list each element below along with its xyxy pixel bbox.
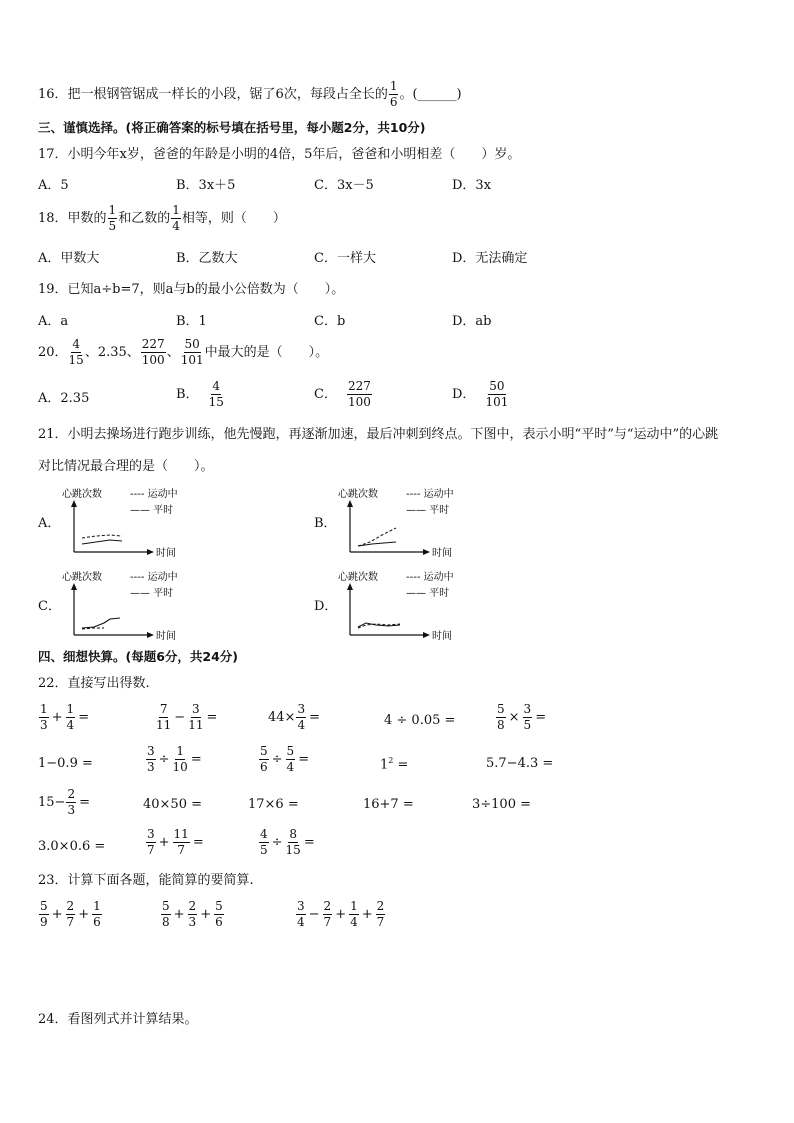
calc-5-8-times-3-5: $\frac{5}{8}$ × $\frac{3}{5}$ = bbox=[497, 702, 547, 732]
calc-5-7-minus-4-3: 5.7−4.3 = bbox=[486, 756, 554, 771]
calc-1-squared: $1^2$ = bbox=[380, 756, 409, 773]
calc-15-minus-2-3: 15− $\frac{2}{3}$ = bbox=[38, 787, 90, 817]
svg-text:时间: 时间 bbox=[432, 548, 452, 559]
heart-rate-graph-c bbox=[60, 569, 260, 645]
calc-3-0-times-0-6: 3.0×0.6 = bbox=[38, 839, 106, 854]
question-20-stem: 20． $\frac{4}{15}$ 、2.35、 $\frac{227}{100}$ 、 $\frac{50}{101}$ 中最大的是（ ）。 bbox=[38, 337, 329, 367]
q19-option-c: C．b bbox=[314, 314, 346, 329]
q16-text: 16．把一根钢管锯成一样长的小段，锯了6次，每段占全长的 bbox=[38, 86, 388, 102]
heart-rate-graph-b bbox=[336, 486, 536, 562]
svg-text:心跳次数: 心跳次数 bbox=[338, 572, 378, 583]
q19-option-a: A．a bbox=[38, 314, 69, 329]
q20-option-a: A．2.35 bbox=[38, 391, 90, 406]
calc-5-9-plus-2-7-plus-1-6: $\frac{5}{9}$ + $\frac{2}{7}$ + $\frac{1}{6}$ bbox=[40, 899, 101, 929]
q19-option-d: D．ab bbox=[452, 314, 492, 329]
calc-3-3-div-1-10: $\frac{3}{3}$ ÷ $\frac{1}{10}$ = bbox=[147, 744, 202, 774]
calc-1-3-plus-1-4: $\frac{1}{3}$ + $\frac{1}{4}$ = bbox=[40, 702, 90, 732]
svg-text:---- 运动中: ---- 运动中 bbox=[406, 572, 454, 583]
heart-rate-graph-a bbox=[60, 486, 260, 562]
calc-16-plus-7: 16+7 = bbox=[363, 797, 414, 812]
q18-fraction-2: $\frac{1}{4}$ bbox=[172, 203, 180, 233]
q20-option-c: C． $\frac{227}{100}$ bbox=[314, 379, 371, 409]
q20-option-b: B． $\frac{4}{15}$ bbox=[176, 379, 224, 409]
q18-option-d: D．无法确定 bbox=[452, 251, 528, 266]
calc-4-div-0-05: 4 ÷ 0.05 = bbox=[384, 713, 456, 728]
svg-text:—— 平时: —— 平时 bbox=[130, 588, 174, 599]
heart-rate-graph-d bbox=[336, 569, 536, 645]
calc-44-times-3-4: 44× $\frac{3}{4}$ = bbox=[268, 702, 320, 732]
graph-d-label: D． bbox=[314, 599, 338, 614]
graph-c-label: C． bbox=[38, 599, 61, 614]
q17-option-c: C．3x－5 bbox=[314, 178, 374, 193]
calc-7-11-minus-3-11: $\frac{7}{11}$ − $\frac{3}{11}$ = bbox=[156, 702, 218, 732]
q17-option-b: B．3x＋5 bbox=[176, 178, 236, 193]
q20-fraction-3: $\frac{50}{101}$ bbox=[180, 337, 204, 367]
calc-40-times-50: 40×50 = bbox=[143, 797, 203, 812]
calc-17-times-6: 17×6 = bbox=[248, 797, 299, 812]
question-21-line-1: 21．小明去操场进行跑步训练，他先慢跑，再逐渐加速，最后冲刺到终点。下图中，表示小明“平时”与“运动中”的心跳 bbox=[38, 427, 719, 442]
svg-text:心跳次数: 心跳次数 bbox=[62, 489, 102, 500]
calc-3-7-plus-11-7: $\frac{3}{7}$ + $\frac{11}{7}$ = bbox=[147, 827, 204, 857]
q18-option-b: B．乙数大 bbox=[176, 251, 238, 266]
svg-text:时间: 时间 bbox=[156, 631, 176, 642]
graph-a-label: A． bbox=[38, 516, 61, 531]
q16-blank: 。(______) bbox=[399, 86, 462, 102]
calc-1-minus-0-9: 1−0.9 = bbox=[38, 756, 93, 771]
svg-text:---- 运动中: ---- 运动中 bbox=[130, 489, 178, 500]
q20-option-d: D． $\frac{50}{101}$ bbox=[452, 379, 509, 409]
svg-text:—— 平时: —— 平时 bbox=[406, 588, 450, 599]
q18-option-a: A．甲数大 bbox=[38, 251, 100, 266]
section-4-heading: 四、细想快算。(每题6分，共24分) bbox=[38, 649, 239, 664]
question-16 bbox=[38, 80, 462, 108]
q17-option-d: D．3x bbox=[452, 178, 492, 193]
svg-text:时间: 时间 bbox=[156, 548, 176, 559]
calc-5-6-div-5-4: $\frac{5}{6}$ ÷ $\frac{5}{4}$ = bbox=[260, 744, 310, 774]
q18-option-c: C．一样大 bbox=[314, 251, 376, 266]
svg-text:时间: 时间 bbox=[432, 631, 452, 642]
section-3-heading: 三、谨慎选择。(将正确答案的标号填在括号里，每小题2分，共10分) bbox=[38, 120, 426, 135]
q16-fraction: $\frac{1}{6}$ bbox=[389, 79, 398, 109]
question-17-stem: 17．小明今年x岁，爸爸的年龄是小明的4倍，5年后，爸爸和小明相差（ ）岁。 bbox=[38, 147, 521, 162]
svg-text:—— 平时: —— 平时 bbox=[406, 505, 450, 516]
q18-fraction-1: $\frac{1}{5}$ bbox=[108, 203, 117, 233]
question-23-title: 23．计算下面各题，能简算的要简算. bbox=[38, 873, 254, 888]
svg-text:心跳次数: 心跳次数 bbox=[338, 489, 378, 500]
q20-fraction-1: $\frac{4}{15}$ bbox=[68, 337, 84, 367]
calc-3-4-minus-2-7-plus-1-4-plus-2-7: $\frac{3}{4}$ − $\frac{2}{7}$ + $\frac{1}{4}$ + $\frac{2}{7}$ bbox=[297, 899, 385, 929]
graph-b-label: B． bbox=[314, 516, 337, 531]
question-22-title: 22．直接写出得数. bbox=[38, 676, 150, 691]
calc-3-div-100: 3÷100 = bbox=[472, 797, 532, 812]
q19-option-b: B．1 bbox=[176, 314, 207, 329]
q17-option-a: A．5 bbox=[38, 178, 69, 193]
question-21-line-2: 对比情况最合理的是（ ）。 bbox=[38, 459, 214, 474]
calc-5-8-plus-2-3-plus-5-6: $\frac{5}{8}$ + $\frac{2}{3}$ + $\frac{5}{6}$ bbox=[162, 899, 223, 929]
question-18-stem: 18．甲数的 $\frac{1}{5}$ 和乙数的 $\frac{1}{4}$ 相等，则（ ） bbox=[38, 203, 286, 233]
svg-text:---- 运动中: ---- 运动中 bbox=[130, 572, 178, 583]
question-19-stem: 19．已知a÷b=7，则a与b的最小公倍数为（ ）。 bbox=[38, 282, 345, 297]
q20-fraction-2: $\frac{227}{100}$ bbox=[141, 337, 165, 367]
question-24: 24．看图列式并计算结果。 bbox=[38, 1012, 198, 1027]
svg-text:—— 平时: —— 平时 bbox=[130, 505, 174, 516]
calc-4-5-div-8-15: $\frac{4}{5}$ ÷ $\frac{8}{15}$ = bbox=[260, 827, 315, 857]
svg-text:心跳次数: 心跳次数 bbox=[62, 572, 102, 583]
svg-text:---- 运动中: ---- 运动中 bbox=[406, 489, 454, 500]
